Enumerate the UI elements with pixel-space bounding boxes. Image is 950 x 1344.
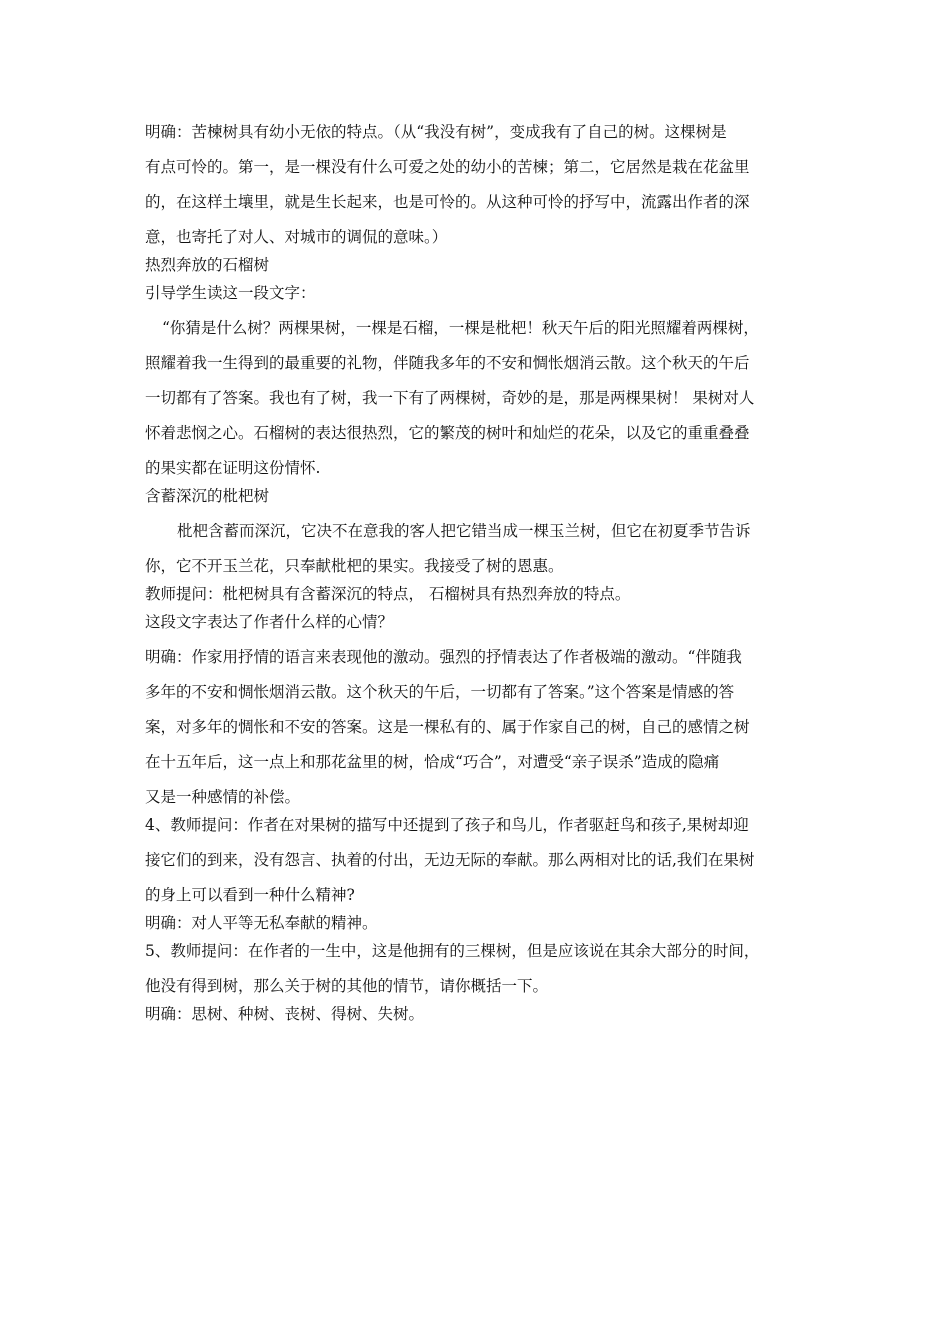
- text-line: 你，它不开玉兰花，只奉献枇杷的果实。我接受了树的恩惠。: [145, 557, 564, 575]
- answer-line: 明确：对人平等无私奉献的精神。: [145, 914, 378, 932]
- text-line: 这段文字表达了作者什么样的心情？: [145, 613, 394, 631]
- text-line: 明确：苦楝树具有幼小无依的特点。（从“我没有树”，变成我有了自己的树。这棵树是: [145, 123, 727, 141]
- text-line: 案，对多年的惆怅和不安的答案。这是一棵私有的、属于作家自己的树，自己的感情之树: [145, 718, 750, 736]
- text-line: 多年的不安和惆怅烟消云散。这个秋天的午后，一切都有了答案。”这个答案是情感的答: [145, 683, 735, 701]
- text-line: 在十五年后，这一点上和那花盆里的树，恰成“巧合”，对遭受“亲子误杀”造成的隐痛: [145, 753, 720, 771]
- question-line: 的身上可以看到一种什么精神?: [145, 886, 355, 904]
- text-line: 明确：作家用抒情的语言来表现他的激动。强烈的抒情表达了作者极端的激动。“伴随我: [145, 648, 742, 666]
- quote-line: 一切都有了答案。我也有了树，我一下有了两棵树，奇妙的是，那是两棵果树！ 果树对人: [145, 389, 755, 407]
- answer-line: 明确：思树、种树、丧树、得树、失树。: [145, 1005, 425, 1023]
- quote-line: 怀着悲悯之心。石榴树的表达很热烈，它的繁茂的树叶和灿烂的花朵，以及它的重重叠叠: [145, 424, 750, 442]
- text-line: 意，也寄托了对人、对城市的调侃的意味。）: [145, 228, 448, 246]
- text-line: 有点可怜的。第一，是一棵没有什么可爱之处的幼小的苦楝；第二，它居然是栽在花盆里: [145, 158, 750, 176]
- text-line: 教师提问：枇杷树具有含蓄深沉的特点， 石榴树具有热烈奔放的特点。: [145, 585, 631, 603]
- section-heading: 含蓄深沉的枇杷树: [145, 487, 270, 505]
- question-line: 4、教师提问：作者在对果树的描写中还提到了孩子和鸟儿，作者驱赶鸟和孩子,果树却迎: [145, 816, 749, 834]
- section-heading: 热烈奔放的石榴树: [145, 256, 270, 274]
- question-line: 5、教师提问：在作者的一生中，这是他拥有的三棵树，但是应该说在其余大部分的时间，: [145, 942, 760, 960]
- text-line: 的，在这样土壤里，就是生长起来，也是可怜的。从这种可怜的抒写中，流露出作者的深: [145, 193, 750, 211]
- quote-line: 照耀着我一生得到的最重要的礼物，伴随我多年的不安和惆怅烟消云散。这个秋天的午后: [145, 354, 750, 372]
- document-body: [145, 120, 810, 1026]
- question-line: 接它们的到来，没有怨言、执着的付出，无边无际的奉献。那么两相对比的话,我们在果树: [145, 851, 755, 869]
- text-line: 又是一种感情的补偿。: [145, 788, 301, 806]
- quote-line: “你猜是什么树？两棵果树，一棵是石榴，一棵是枇杷！秋天午后的阳光照耀着两棵树，: [162, 319, 759, 337]
- text-line: 引导学生读这一段文字：: [145, 284, 316, 302]
- question-line: 他没有得到树，那么关于树的其他的情节，请你概括一下。: [145, 977, 549, 995]
- quote-line: 的果实都在证明这份情怀.: [145, 459, 321, 477]
- text-line: 枇杷含蓄而深沉，它决不在意我的客人把它错当成一棵玉兰树，但它在初夏季节告诉: [177, 522, 751, 540]
